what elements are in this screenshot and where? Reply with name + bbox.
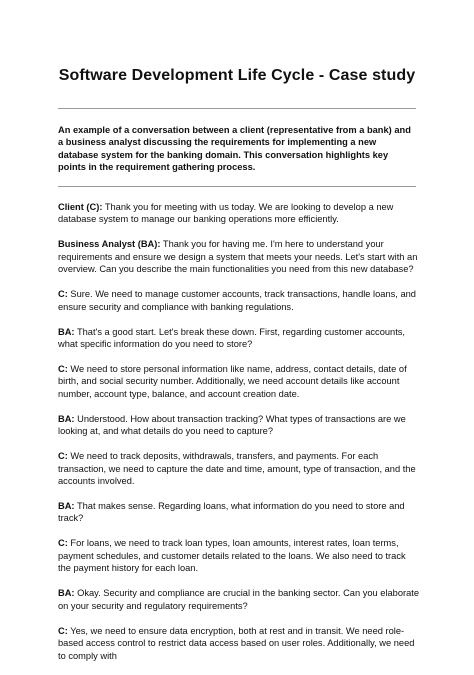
dialogue-text: Yes, we need to ensure data encryption, both at rest and in transit. We need role-based access control to restrict data access based on user roles. Additionally, we need to comply with (58, 625, 415, 661)
dialogue-text: That's a good start. Let's break these down. First, regarding customer accounts, what specific information do you need to store? (58, 326, 406, 350)
dialogue-text: Okay. Security and compliance are crucial in the banking sector. Can you elaborate on your security and regulatory requirements? (58, 588, 420, 611)
dialogue-turn (58, 587, 420, 612)
dialogue-text: For loans, we need to track loan types, loan amounts, interest rates, loan terms, payment schedules, and customer details related to the loans. We also need to track the payment history for each loan. (58, 538, 406, 574)
dialogue-turn (58, 625, 420, 662)
speaker-label: C: (58, 451, 68, 462)
dialogue-turn (58, 363, 420, 400)
dialogue-turn (58, 500, 420, 525)
intro-paragraph: An example of a conversation between a client (representative from a bank) and a business analyst discussing the requirements for implementing a new database system for the banking domain. This conversation highlights key points in the requirement gathering process. (58, 125, 411, 173)
speaker-label: BA: (58, 501, 75, 512)
dialogue-text: Sure. We need to manage customer accounts, track transactions, handle loans, and ensure security and compliance with banking regulations. (58, 289, 416, 312)
speaker-label: C: (58, 538, 68, 549)
dialogue-turn (58, 288, 420, 313)
speaker-label: C: (58, 625, 68, 636)
dialogue-turn (58, 238, 420, 275)
dialogue-text: Thank you for having me. I'm here to understand your requirements and ensure we design a system that meets your needs. Let's start with an overview. Can you describe the main functionalities you need from this new database? (58, 239, 418, 275)
speaker-label: BA: (58, 588, 75, 599)
dialogue-turn (58, 201, 420, 226)
dialogue-turn (58, 413, 420, 438)
dialogue-text: We need to store personal information like name, address, contact details, date of birth, and social security number. Additionally, we need account details like account number, account type, balance, and account creation date. (58, 364, 407, 399)
speaker-label: BA: (58, 413, 75, 424)
dialogue-turn (58, 450, 420, 487)
intro-divider (58, 186, 416, 187)
dialogue-text: Thank you for meeting with us today. We are looking to develop a new database system to manage our banking operations more efficiently. (58, 202, 394, 225)
dialogue-turn (58, 537, 420, 574)
dialogue-text: We need to track deposits, withdrawals, transfers, and payments. For each transaction, we need to capture the date and time, amount, type of transaction, and the accounts involved. (58, 451, 416, 487)
speaker-label: C: (58, 364, 68, 375)
dialogue-text: Understood. How about transaction tracking? What types of transactions are we looking at, and what details do you need to capture? (58, 413, 406, 437)
speaker-label: Business Analyst (BA): (58, 239, 161, 250)
speaker-label: C: (58, 289, 68, 300)
conversation (58, 201, 420, 675)
dialogue-text: That makes sense. Regarding loans, what information do you need to store and track? (58, 501, 405, 524)
speaker-label: BA: (58, 326, 75, 337)
title-divider (58, 108, 416, 109)
speaker-label: Client (C): (58, 202, 103, 212)
document-title: Software Development Life Cycle - Case study (58, 67, 416, 84)
dialogue-turn (58, 326, 420, 351)
